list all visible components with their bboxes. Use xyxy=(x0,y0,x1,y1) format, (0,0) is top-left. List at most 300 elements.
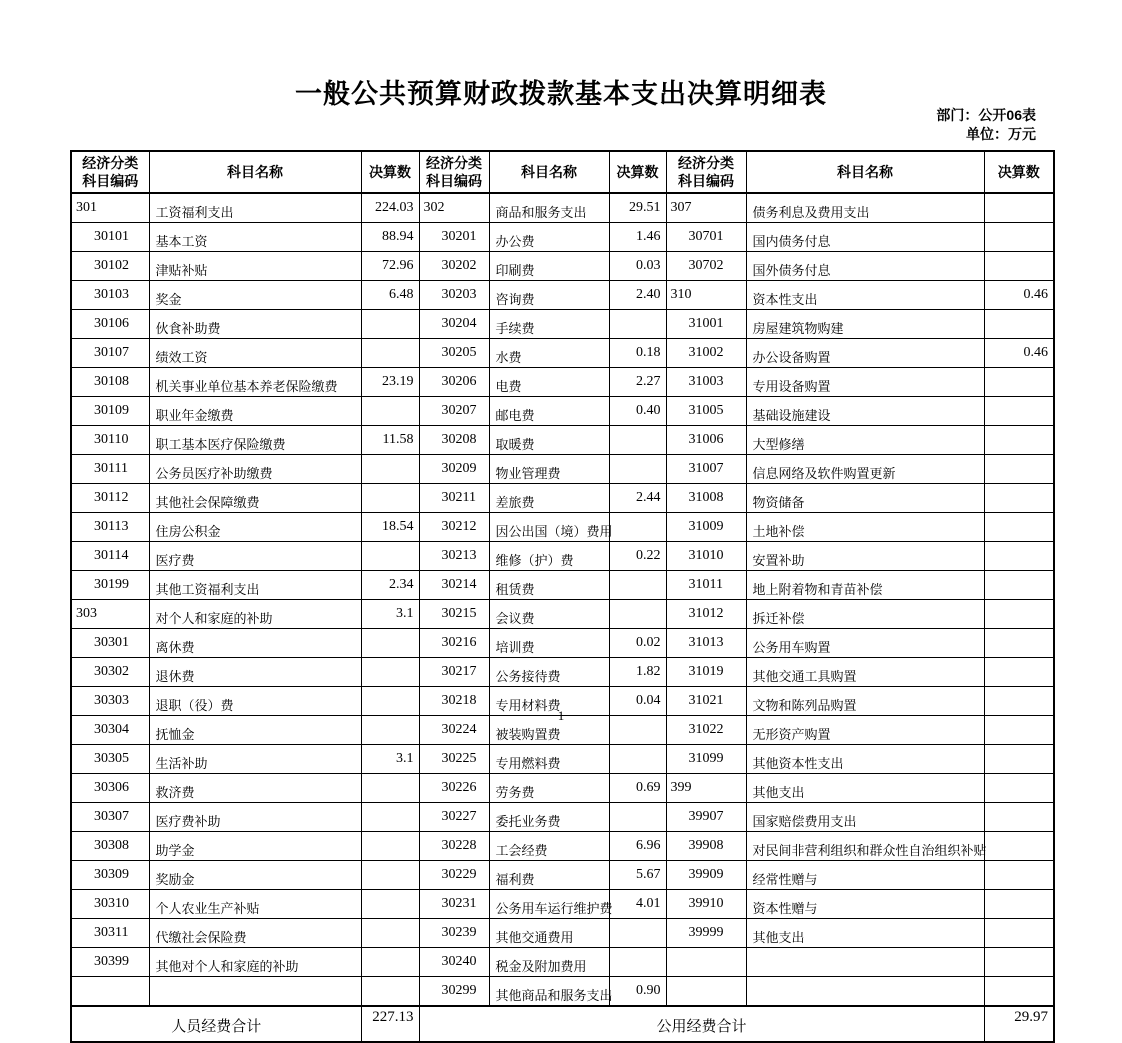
value-cell: 23.19 xyxy=(361,368,419,397)
subject-name-cell xyxy=(489,193,609,223)
subject-name-cell xyxy=(746,890,984,919)
code-cell: 30113 xyxy=(71,513,149,542)
subject-name-cell xyxy=(489,629,609,658)
code-cell: 30224 xyxy=(419,716,489,745)
value-cell xyxy=(984,774,1054,803)
value-cell xyxy=(609,948,666,977)
code-cell: 30225 xyxy=(419,745,489,774)
code-cell: 30199 xyxy=(71,571,149,600)
subject-name-cell xyxy=(489,832,609,861)
value-cell: 3.1 xyxy=(361,600,419,629)
subject-name-cell xyxy=(746,745,984,774)
table-row xyxy=(71,948,1054,977)
value-cell xyxy=(361,948,419,977)
subject-name-clipped-text: 其他资本性支出 xyxy=(752,756,844,771)
code-cell: 31012 xyxy=(666,600,746,629)
value-cell xyxy=(984,571,1054,600)
code-cell: 31019 xyxy=(666,658,746,687)
code-cell: 39910 xyxy=(666,890,746,919)
subject-name-cell xyxy=(149,745,361,774)
code-cell: 30239 xyxy=(419,919,489,948)
code-cell: 30209 xyxy=(419,455,489,484)
value-cell xyxy=(984,368,1054,397)
subject-name-cell xyxy=(149,919,361,948)
table-row xyxy=(71,310,1054,339)
code-cell: 31010 xyxy=(666,542,746,571)
subject-name-cell xyxy=(746,977,984,1007)
code-cell: 39908 xyxy=(666,832,746,861)
subject-name-clipped-text: 工资福利支出 xyxy=(155,205,234,220)
code-cell: 30303 xyxy=(71,687,149,716)
value-cell xyxy=(361,542,419,571)
value-cell xyxy=(984,484,1054,513)
subject-name-clipped-text: 委托业务费 xyxy=(495,814,561,829)
code-cell: 30229 xyxy=(419,861,489,890)
subject-name-clipped-text: 其他交通工具购置 xyxy=(752,669,857,684)
value-cell xyxy=(984,919,1054,948)
subject-name-cell xyxy=(746,600,984,629)
subject-name-cell xyxy=(149,600,361,629)
code-cell: 30218 xyxy=(419,687,489,716)
table-row xyxy=(71,455,1054,484)
value-cell xyxy=(609,803,666,832)
subject-name-clipped-text: 安置补助 xyxy=(752,553,805,568)
code-cell: 30208 xyxy=(419,426,489,455)
code-cell: 30201 xyxy=(419,223,489,252)
table-row xyxy=(71,658,1054,687)
table-row xyxy=(71,803,1054,832)
subject-name-clipped-text: 奖金 xyxy=(155,292,182,307)
code-cell xyxy=(666,948,746,977)
subject-name-clipped-text: 职业年金缴费 xyxy=(155,408,234,423)
subject-name-clipped-text: 电费 xyxy=(495,379,522,394)
header-name-2: 科目名称 xyxy=(489,151,609,193)
value-cell: 6.48 xyxy=(361,281,419,310)
value-cell xyxy=(361,339,419,368)
table-row xyxy=(71,542,1054,571)
value-cell xyxy=(984,977,1054,1007)
personnel-total-label: 人员经费合计 xyxy=(171,1018,262,1035)
subject-name-cell xyxy=(489,745,609,774)
value-cell xyxy=(984,658,1054,687)
code-cell: 30101 xyxy=(71,223,149,252)
subject-name-cell xyxy=(149,513,361,542)
subject-name-cell xyxy=(746,193,984,223)
table-footer xyxy=(71,1006,1054,1042)
code-cell: 30299 xyxy=(419,977,489,1007)
code-cell: 31021 xyxy=(666,687,746,716)
subject-name-clipped-text: 专用燃料费 xyxy=(495,756,561,771)
value-cell xyxy=(984,455,1054,484)
value-cell xyxy=(984,252,1054,281)
subject-name-cell xyxy=(149,803,361,832)
subject-name-cell xyxy=(149,484,361,513)
code-cell: 31022 xyxy=(666,716,746,745)
value-cell: 0.46 xyxy=(984,339,1054,368)
table-row xyxy=(71,832,1054,861)
subject-name-clipped-text: 房屋建筑物购建 xyxy=(752,321,844,336)
subject-name-clipped-text: 福利费 xyxy=(495,872,535,887)
table-row xyxy=(71,774,1054,803)
value-cell xyxy=(609,513,666,542)
value-cell: 0.90 xyxy=(609,977,666,1007)
subject-name-cell xyxy=(149,368,361,397)
value-cell: 29.51 xyxy=(609,193,666,223)
code-cell: 30110 xyxy=(71,426,149,455)
value-cell: 224.03 xyxy=(361,193,419,223)
code-cell: 30226 xyxy=(419,774,489,803)
subject-name-clipped-text: 印刷费 xyxy=(495,263,535,278)
code-cell: 30111 xyxy=(71,455,149,484)
value-cell xyxy=(361,861,419,890)
header-name-3: 科目名称 xyxy=(746,151,984,193)
subject-name-clipped-text: 专用设备购置 xyxy=(752,379,831,394)
meta-block xyxy=(936,106,1036,144)
code-cell: 30204 xyxy=(419,310,489,339)
subject-name-cell xyxy=(746,948,984,977)
subject-name-cell xyxy=(746,542,984,571)
value-cell xyxy=(984,600,1054,629)
table-row xyxy=(71,281,1054,310)
value-cell: 2.34 xyxy=(361,571,419,600)
value-cell xyxy=(361,455,419,484)
value-cell xyxy=(361,310,419,339)
subject-name-clipped-text: 土地补偿 xyxy=(752,524,805,539)
table-row xyxy=(71,629,1054,658)
subject-name-cell xyxy=(149,397,361,426)
value-cell xyxy=(984,832,1054,861)
subject-name-cell xyxy=(489,281,609,310)
value-cell: 6.96 xyxy=(609,832,666,861)
code-cell: 31099 xyxy=(666,745,746,774)
totals-row xyxy=(71,1006,1054,1042)
value-cell xyxy=(609,571,666,600)
subject-name-clipped-text: 会议费 xyxy=(495,611,535,626)
value-cell: 4.01 xyxy=(609,890,666,919)
subject-name-cell xyxy=(746,484,984,513)
subject-name-cell xyxy=(149,658,361,687)
table-body xyxy=(71,193,1054,1006)
value-cell: 0.04 xyxy=(609,687,666,716)
code-cell: 31006 xyxy=(666,426,746,455)
value-cell xyxy=(361,629,419,658)
subject-name-cell xyxy=(746,832,987,861)
value-cell xyxy=(984,542,1054,571)
subject-name-cell xyxy=(149,252,361,281)
subject-name-clipped-text: 其他支出 xyxy=(752,930,805,945)
code-cell: 30206 xyxy=(419,368,489,397)
table-row xyxy=(71,571,1054,600)
subject-name-clipped-text: 基本工资 xyxy=(155,234,208,249)
table-row xyxy=(71,252,1054,281)
subject-name-cell xyxy=(746,571,984,600)
subject-name-clipped-text: 大型修缮 xyxy=(752,437,805,452)
subject-name-cell xyxy=(746,426,984,455)
subject-name-clipped-text: 维修（护）费 xyxy=(495,553,574,568)
code-cell: 301 xyxy=(71,193,149,223)
subject-name-cell xyxy=(149,310,361,339)
subject-name-clipped-text: 医疗费 xyxy=(155,553,195,568)
value-cell xyxy=(361,832,419,861)
value-cell xyxy=(609,426,666,455)
subject-name-clipped-text: 邮电费 xyxy=(495,408,535,423)
code-cell: 31003 xyxy=(666,368,746,397)
value-cell: 0.18 xyxy=(609,339,666,368)
code-cell: 30308 xyxy=(71,832,149,861)
value-cell: 11.58 xyxy=(361,426,419,455)
code-cell: 30702 xyxy=(666,252,746,281)
value-cell xyxy=(984,397,1054,426)
code-cell: 30213 xyxy=(419,542,489,571)
code-cell: 30205 xyxy=(419,339,489,368)
subject-name-clipped-text: 离休费 xyxy=(155,640,195,655)
table-row xyxy=(71,339,1054,368)
subject-name-clipped-text: 水费 xyxy=(495,350,522,365)
table-row xyxy=(71,513,1054,542)
table-row xyxy=(71,919,1054,948)
department-label: 部门：公开06表 xyxy=(936,107,1036,123)
code-cell: 31001 xyxy=(666,310,746,339)
subject-name-clipped-text: 税金及附加费用 xyxy=(495,959,587,974)
code-cell: 30102 xyxy=(71,252,149,281)
subject-name-cell xyxy=(746,252,984,281)
value-cell xyxy=(609,310,666,339)
subject-name-clipped-text: 债务利息及费用支出 xyxy=(752,205,870,220)
header-code-2: 经济分类 科目编码 xyxy=(419,151,489,193)
subject-name-cell xyxy=(489,861,609,890)
code-cell: 31009 xyxy=(666,513,746,542)
subject-name-cell xyxy=(746,455,984,484)
code-cell: 302 xyxy=(419,193,489,223)
code-cell: 30240 xyxy=(419,948,489,977)
value-cell: 3.1 xyxy=(361,745,419,774)
code-cell: 30109 xyxy=(71,397,149,426)
code-cell: 30217 xyxy=(419,658,489,687)
subject-name-clipped-text: 公务用车运行维护费 xyxy=(495,901,613,916)
subject-name-clipped-text: 办公费 xyxy=(495,234,535,249)
subject-name-cell xyxy=(489,948,609,977)
value-cell xyxy=(984,193,1054,223)
subject-name-clipped-text: 其他商品和服务支出 xyxy=(495,988,613,1003)
subject-name-clipped-text: 公务用车购置 xyxy=(752,640,831,655)
value-cell xyxy=(609,455,666,484)
code-cell: 30212 xyxy=(419,513,489,542)
code-cell: 31008 xyxy=(666,484,746,513)
subject-name-clipped-text: 手续费 xyxy=(495,321,535,336)
subject-name-clipped-text: 无形资产购置 xyxy=(752,727,831,742)
value-cell: 0.22 xyxy=(609,542,666,571)
table-row xyxy=(71,890,1054,919)
page-number: 1 xyxy=(557,708,565,723)
value-cell xyxy=(984,629,1054,658)
value-cell xyxy=(361,484,419,513)
value-cell: 5.67 xyxy=(609,861,666,890)
value-cell xyxy=(609,745,666,774)
table-row xyxy=(71,861,1054,890)
subject-name-clipped-text: 住房公积金 xyxy=(155,524,221,539)
code-cell: 30231 xyxy=(419,890,489,919)
table-row xyxy=(71,397,1054,426)
value-cell: 88.94 xyxy=(361,223,419,252)
subject-name-clipped-text: 租赁费 xyxy=(495,582,535,597)
value-cell xyxy=(984,803,1054,832)
subject-name-cell xyxy=(746,658,984,687)
value-cell: 1.82 xyxy=(609,658,666,687)
subject-name-cell xyxy=(746,281,984,310)
unit-label: 单位：万元 xyxy=(966,126,1036,142)
subject-name-clipped-text: 被装购置费 xyxy=(495,727,561,742)
public-total-label-cell xyxy=(419,1006,984,1042)
subject-name-cell xyxy=(149,223,361,252)
code-cell: 30304 xyxy=(71,716,149,745)
header-value-2: 决算数 xyxy=(609,151,666,193)
value-cell: 0.02 xyxy=(609,629,666,658)
subject-name-clipped-text: 津贴补贴 xyxy=(155,263,208,278)
table-row xyxy=(71,193,1054,223)
subject-name-cell xyxy=(489,455,609,484)
subject-name-clipped-text: 职工基本医疗保险缴费 xyxy=(155,437,286,452)
code-cell: 30228 xyxy=(419,832,489,861)
header-code-1: 经济分类 科目编码 xyxy=(71,151,149,193)
subject-name-cell xyxy=(746,368,984,397)
subject-name-clipped-text: 其他工资福利支出 xyxy=(155,582,260,597)
subject-name-clipped-text: 伙食补助费 xyxy=(155,321,221,336)
value-cell: 2.27 xyxy=(609,368,666,397)
subject-name-cell xyxy=(489,977,613,1007)
table-row xyxy=(71,745,1054,774)
subject-name-clipped-text: 商品和服务支出 xyxy=(495,205,587,220)
subject-name-cell xyxy=(489,223,609,252)
subject-name-clipped-text: 国家赔偿费用支出 xyxy=(752,814,857,829)
code-cell: 399 xyxy=(666,774,746,803)
value-cell xyxy=(361,397,419,426)
code-cell: 39909 xyxy=(666,861,746,890)
subject-name-clipped-text: 其他社会保障缴费 xyxy=(155,495,260,510)
subject-name-cell xyxy=(489,397,609,426)
subject-name-clipped-text: 拆迁补偿 xyxy=(752,611,805,626)
header-name-1: 科目名称 xyxy=(149,151,361,193)
code-cell: 30106 xyxy=(71,310,149,339)
subject-name-cell xyxy=(489,252,609,281)
value-cell xyxy=(609,919,666,948)
code-cell: 30701 xyxy=(666,223,746,252)
subject-name-clipped-text: 工会经费 xyxy=(495,843,548,858)
code-cell: 30302 xyxy=(71,658,149,687)
value-cell: 18.54 xyxy=(361,513,419,542)
subject-name-cell xyxy=(149,948,361,977)
subject-name-clipped-text: 公务接待费 xyxy=(495,669,561,684)
code-cell: 30301 xyxy=(71,629,149,658)
subject-name-clipped-text: 咨询费 xyxy=(495,292,535,307)
table-header xyxy=(71,151,1054,193)
code-cell: 303 xyxy=(71,600,149,629)
subject-name-cell xyxy=(489,310,609,339)
subject-name-cell xyxy=(489,513,613,542)
table-row xyxy=(71,368,1054,397)
subject-name-clipped-text: 物资储备 xyxy=(752,495,805,510)
code-cell: 30108 xyxy=(71,368,149,397)
value-cell xyxy=(984,948,1054,977)
subject-name-cell xyxy=(489,658,609,687)
subject-name-cell xyxy=(149,193,361,223)
header-value-1: 决算数 xyxy=(361,151,419,193)
public-total-value: 29.97 xyxy=(984,1006,1054,1042)
subject-name-clipped-text: 个人农业生产补贴 xyxy=(155,901,260,916)
value-cell xyxy=(984,310,1054,339)
code-cell: 39999 xyxy=(666,919,746,948)
value-cell xyxy=(609,600,666,629)
subject-name-cell xyxy=(149,774,361,803)
value-cell: 1.46 xyxy=(609,223,666,252)
subject-name-clipped-text: 其他对个人和家庭的补助 xyxy=(155,959,299,974)
page-title: 一般公共预算财政拨款基本支出决算明细表 xyxy=(295,79,827,109)
table-row xyxy=(71,484,1054,513)
code-cell: 31007 xyxy=(666,455,746,484)
table-row xyxy=(71,426,1054,455)
code-cell: 31002 xyxy=(666,339,746,368)
value-cell xyxy=(361,890,419,919)
subject-name-cell xyxy=(489,571,609,600)
subject-name-cell xyxy=(489,600,609,629)
public-total-label: 公用经费合计 xyxy=(656,1018,747,1035)
code-cell: 30211 xyxy=(419,484,489,513)
code-cell: 39907 xyxy=(666,803,746,832)
subject-name-clipped-text: 国外债务付息 xyxy=(752,263,831,278)
subject-name-clipped-text: 因公出国（境）费用 xyxy=(495,524,613,539)
subject-name-clipped-text: 其他支出 xyxy=(752,785,805,800)
subject-name-clipped-text: 劳务费 xyxy=(495,785,535,800)
subject-name-clipped-text: 退职（役）费 xyxy=(155,698,234,713)
subject-name-cell xyxy=(489,803,609,832)
value-cell xyxy=(984,223,1054,252)
code-cell: 30114 xyxy=(71,542,149,571)
subject-name-cell xyxy=(746,919,984,948)
table-row xyxy=(71,600,1054,629)
value-cell: 0.03 xyxy=(609,252,666,281)
subject-name-cell xyxy=(489,484,609,513)
value-cell xyxy=(984,861,1054,890)
value-cell xyxy=(984,513,1054,542)
code-cell: 30310 xyxy=(71,890,149,919)
table-row xyxy=(71,977,1054,1007)
subject-name-clipped-text: 抚恤金 xyxy=(155,727,195,742)
subject-name-clipped-text: 救济费 xyxy=(155,785,195,800)
code-cell: 30399 xyxy=(71,948,149,977)
subject-name-clipped-text: 公务员医疗补助缴费 xyxy=(155,466,273,481)
subject-name-cell xyxy=(746,223,984,252)
code-cell: 307 xyxy=(666,193,746,223)
personnel-total-label-cell xyxy=(71,1006,361,1042)
subject-name-clipped-text: 医疗费补助 xyxy=(155,814,221,829)
value-cell: 0.46 xyxy=(984,281,1054,310)
subject-name-clipped-text: 奖励金 xyxy=(155,872,195,887)
code-cell: 30107 xyxy=(71,339,149,368)
subject-name-cell xyxy=(149,281,361,310)
code-cell: 31005 xyxy=(666,397,746,426)
subject-name-cell xyxy=(149,542,361,571)
subject-name-cell xyxy=(149,861,361,890)
subject-name-cell xyxy=(149,571,361,600)
code-cell: 31013 xyxy=(666,629,746,658)
subject-name-cell xyxy=(489,368,609,397)
value-cell: 2.40 xyxy=(609,281,666,310)
subject-name-cell xyxy=(149,339,361,368)
code-cell: 30103 xyxy=(71,281,149,310)
value-cell xyxy=(984,745,1054,774)
value-cell xyxy=(361,919,419,948)
subject-name-cell xyxy=(489,774,609,803)
subject-name-clipped-text: 对个人和家庭的补助 xyxy=(155,611,273,626)
